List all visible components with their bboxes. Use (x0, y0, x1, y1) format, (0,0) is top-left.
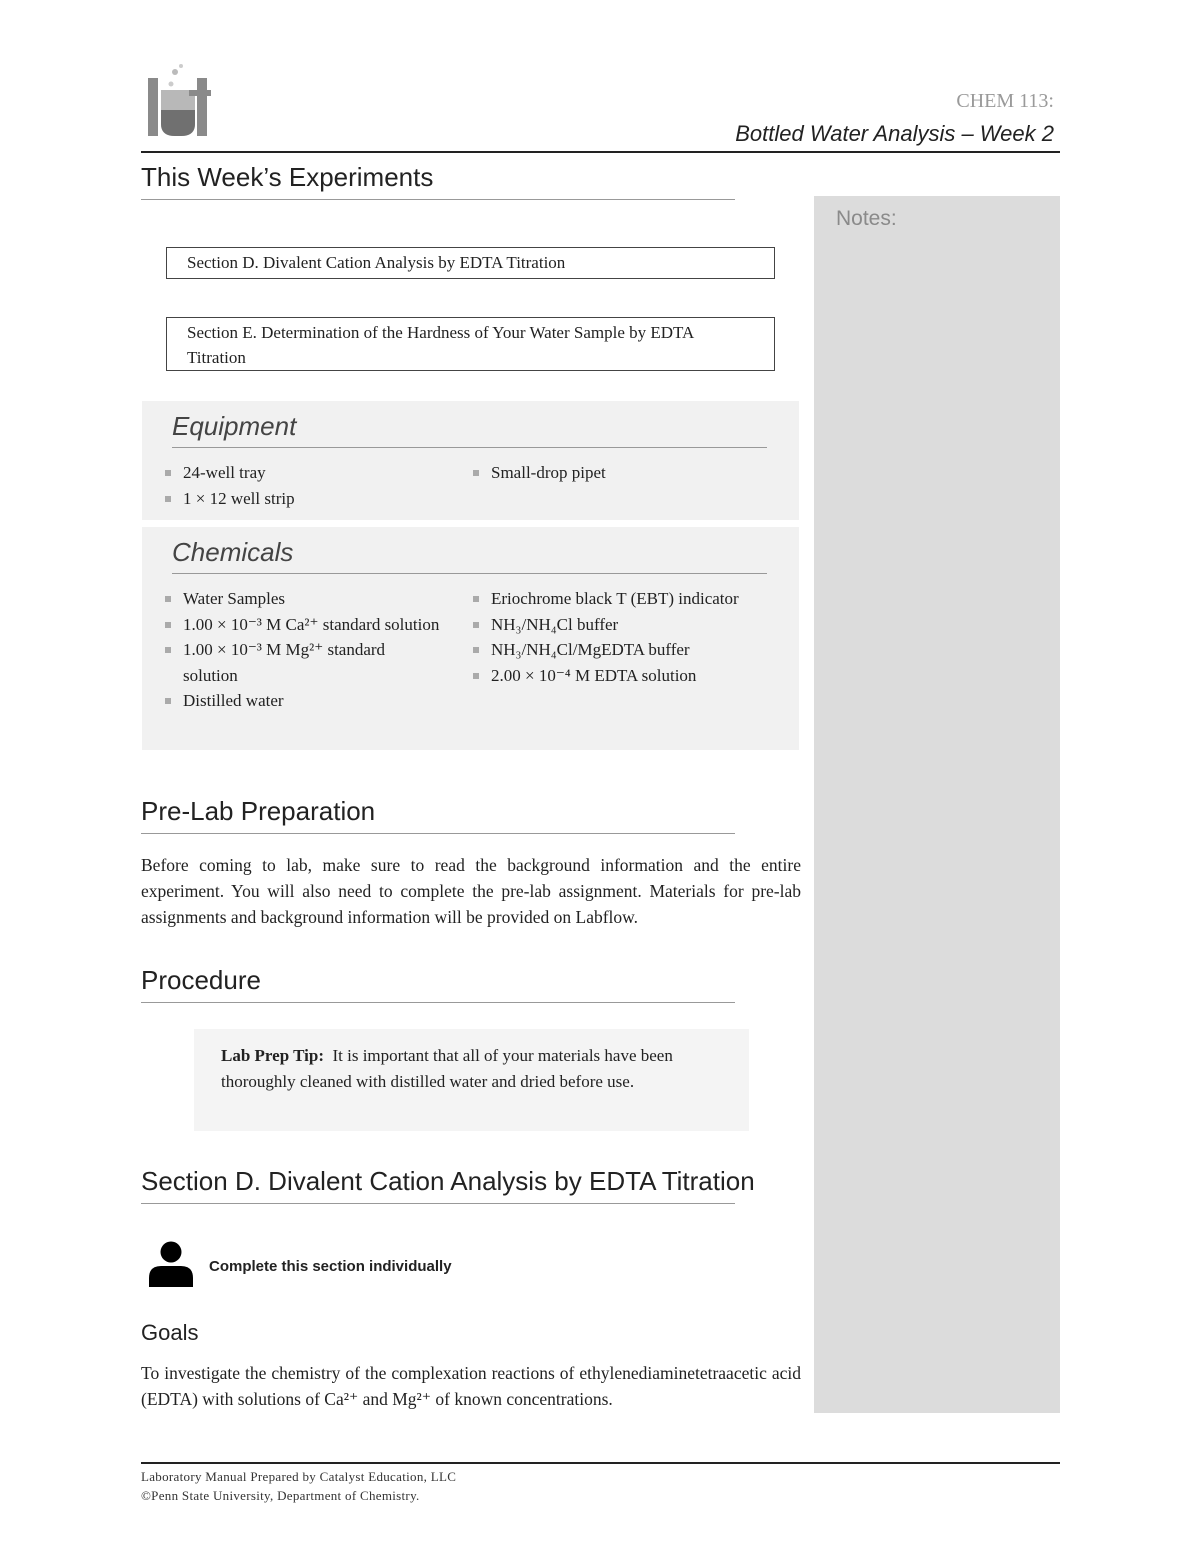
footer-credit: Laboratory Manual Prepared by Catalyst Education, LLC (141, 1469, 457, 1484)
goals-text: To investigate the chemistry of the complexation reactions of ethylenediaminetetraacetic acid (EDTA) with solutions of Ca²⁺ and Mg²⁺ of known concentrations. (141, 1363, 801, 1409)
chemicals-list-col2 (473, 586, 763, 688)
person-icon (147, 1240, 195, 1288)
prelab-text: Before coming to lab, make sure to read the background information and the entire experiment. You will also need to complete the pre-lab assignment. Materials for pre-lab assignments and background information will be provided on Labflow. (141, 855, 801, 927)
prelab-heading: Pre-Lab Preparation (141, 796, 376, 826)
chemicals-list-col1 (165, 586, 440, 714)
course-code: CHEM 113: (956, 90, 1054, 112)
tip-text: It is important that all of your materials have been thoroughly cleaned with distilled water and dried before use. (221, 1046, 673, 1091)
section-d-heading: Section D. Divalent Cation Analysis by EDTA Titration (141, 1166, 755, 1196)
list-item: Distilled water (165, 688, 440, 714)
procedure-heading: Procedure (141, 965, 261, 995)
list-item: Small-drop pipet (473, 460, 773, 486)
list-item: Water Samples (165, 586, 440, 612)
notes-panel (814, 196, 1060, 1413)
header-divider (141, 151, 1060, 153)
individual-label: Complete this section individually (209, 1258, 452, 1275)
experiments-rule (141, 199, 735, 200)
list-item: 1 × 12 well strip (165, 486, 455, 512)
lab-prep-tip (221, 1043, 726, 1094)
list-item: Eriochrome black T (EBT) indicator (473, 586, 763, 612)
experiment-item-e: Section E. Determination of the Hardness of Your Water Sample by EDTA Titration (166, 317, 775, 371)
chemicals-rule (172, 573, 767, 574)
experiment-item-d: Section D. Divalent Cation Analysis by EDTA Titration (166, 247, 775, 279)
lab-flask-logo-icon (145, 62, 211, 142)
page-subtitle: Bottled Water Analysis – Week 2 (735, 121, 1054, 146)
equipment-rule (172, 447, 767, 448)
list-item: NH₃/NH₄Cl buffer (473, 612, 763, 638)
goals-heading: Goals (141, 1320, 199, 1345)
footer-copyright: ©Penn State University, Department of Chemistry. (141, 1488, 420, 1503)
list-item: 2.00 × 10⁻⁴ M EDTA solution (473, 663, 763, 689)
notes-label: Notes: (836, 207, 897, 230)
chemicals-title: Chemicals (172, 537, 294, 567)
list-item: 1.00 × 10⁻³ M Mg²⁺ standard solution (165, 637, 440, 688)
equipment-list-col1 (165, 460, 455, 511)
procedure-rule (141, 1002, 735, 1003)
list-item: NH₃/NH₄Cl/MgEDTA buffer (473, 637, 763, 663)
section-d-rule (141, 1203, 735, 1204)
experiments-heading: This Week’s Experiments (141, 162, 434, 192)
equipment-title: Equipment (172, 411, 297, 441)
footer-divider (141, 1462, 1060, 1464)
tip-label: Lab Prep Tip: (221, 1046, 324, 1065)
equipment-list-col2 (473, 460, 773, 486)
list-item: 24-well tray (165, 460, 455, 486)
list-item: 1.00 × 10⁻³ M Ca²⁺ standard solution (165, 612, 440, 638)
prelab-rule (141, 833, 735, 834)
